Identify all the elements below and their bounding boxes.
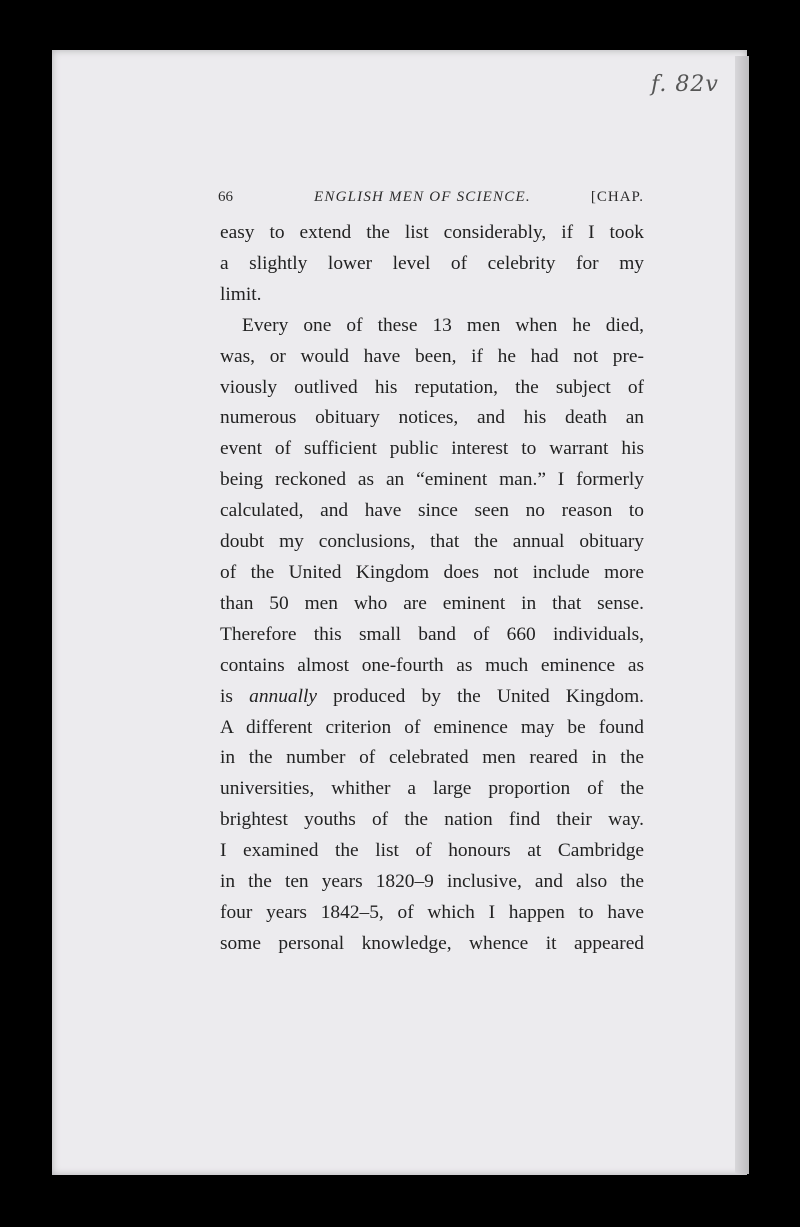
text-line: four years 1842–5, of which I happen to have <box>220 901 644 923</box>
text-line: doubt my conclusions, that the annual obituary <box>220 531 644 553</box>
running-head <box>218 189 644 209</box>
text-line: some personal knowledge, whence it appeared <box>220 932 644 954</box>
text-line: A different criterion of eminence may be found <box>220 716 644 738</box>
text-line: Therefore this small band of 660 individuals, <box>220 623 644 645</box>
text-line: universities, whither a large proportion of the <box>220 778 644 800</box>
text-line: calculated, and have since seen no reason to <box>220 500 644 522</box>
text-line: in the number of celebrated men reared in the <box>220 747 644 769</box>
text-line: viously outlived his reputation, the subject of <box>220 376 644 398</box>
text-line: event of sufficient public interest to warrant his <box>220 438 644 460</box>
body-text <box>220 218 644 960</box>
page-number: 66 <box>218 189 233 205</box>
text-line: was, or would have been, if he had not pre- <box>220 345 644 367</box>
text-segment: is <box>220 685 250 707</box>
text-line: of the United Kingdom does not include more <box>220 561 644 583</box>
page-edge <box>735 56 749 1174</box>
text-line: easy to extend the list considerably, if I took <box>220 222 644 243</box>
chapter-marker: [CHAP. <box>590 189 644 205</box>
text-line: being reckoned as an “eminent man.” I formerly <box>220 469 644 491</box>
text-line <box>220 682 644 713</box>
text-line: in the ten years 1820–9 inclusive, and also the <box>220 871 644 893</box>
running-title: ENGLISH MEN OF SCIENCE. <box>314 189 531 205</box>
text-segment: produced by the United Kingdom. <box>316 685 645 707</box>
text-line: contains almost one-fourth as much eminence as <box>220 654 644 676</box>
emphasized-word: annually <box>249 685 317 707</box>
text-line: numerous obituary notices, and his death an <box>220 407 644 429</box>
text-line: I examined the list of honours at Cambridge <box>220 840 644 862</box>
text-line: a slightly lower level of celebrity for my <box>220 252 644 274</box>
folio-annotation: f. 82v <box>651 72 719 97</box>
text-line: Every one of these 13 men when he died, <box>242 314 644 336</box>
text-line: brightest youths of the nation find their way. <box>220 809 644 831</box>
text-line: limit. <box>220 283 262 305</box>
text-line: than 50 men who are eminent in that sense. <box>220 592 644 614</box>
